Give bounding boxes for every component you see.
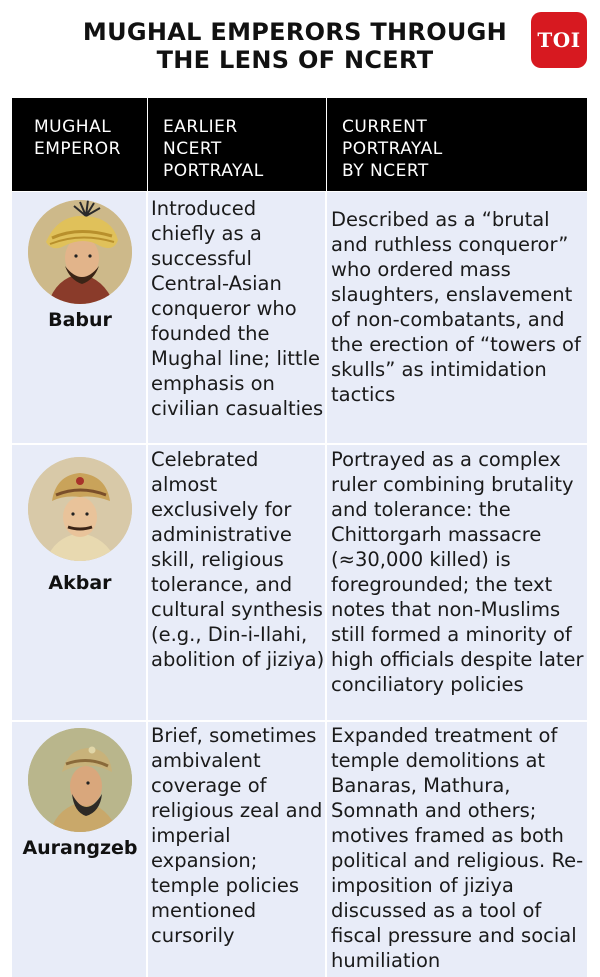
comparison-table <box>12 98 587 977</box>
emperor-name: Babur <box>48 309 112 331</box>
column-header-emperor: MUGHAL EMPEROR <box>34 117 121 159</box>
table-row-babur <box>12 192 587 445</box>
aurangzeb-portrait <box>28 728 132 832</box>
header-divider <box>326 98 327 191</box>
page-title <box>60 18 530 74</box>
toi-logo: TOI <box>531 12 587 68</box>
current-portrayal: Expanded treatment of temple demolitions at Banaras, Mathura, Somnath and others; motives framed as both political and religious. Re-imposition of jiziya discussed as a tool of fiscal pressure and social humiliation <box>331 724 584 972</box>
akbar-portrait <box>28 457 132 561</box>
current-portrayal: Portrayed as a complex ruler combining brutality and tolerance: the Chittorgarh massacre (≈30,000 killed) is foregrounded; the text notes that non-Muslims still formed a minority of high officials despite later conciliatory policies <box>331 448 584 696</box>
earlier-portrayal: Brief, sometimes ambivalent coverage of religious zeal and imperial expansion; temple policies mentioned cursorily <box>151 724 323 947</box>
current-portrayal: Described as a “brutal and ruthless conqueror” who ordered mass slaughters, enslavement of non-combatants, and the erection of “towers of skulls” as intimidation tactics <box>331 208 581 406</box>
title-line-1: MUGHAL EMPERORS THROUGH <box>82 18 508 46</box>
emperor-name: Akbar <box>48 572 112 594</box>
earlier-portrayal: Celebrated almost exclusively for administrative skill, religious tolerance, and cultural synthesis (e.g., Din-i-Ilahi, abolition of jiziya) <box>151 448 325 671</box>
table-row-aurangzeb <box>12 722 587 977</box>
column-header-earlier: EARLIER NCERT PORTRAYAL <box>163 117 264 181</box>
header-divider <box>147 98 148 191</box>
earlier-portrayal: Introduced chiefly as a successful Central-Asian conqueror who founded the Mughal line; little emphasis on civilian casualties <box>151 197 324 420</box>
babur-portrait <box>28 200 132 304</box>
column-header-current: CURRENT PORTRAYAL BY NCERT <box>342 117 443 181</box>
table-row-akbar <box>12 445 587 722</box>
table-header <box>12 98 587 191</box>
emperor-name: Aurangzeb <box>22 837 138 859</box>
title-line-2: THE LENS OF NCERT <box>156 46 434 74</box>
